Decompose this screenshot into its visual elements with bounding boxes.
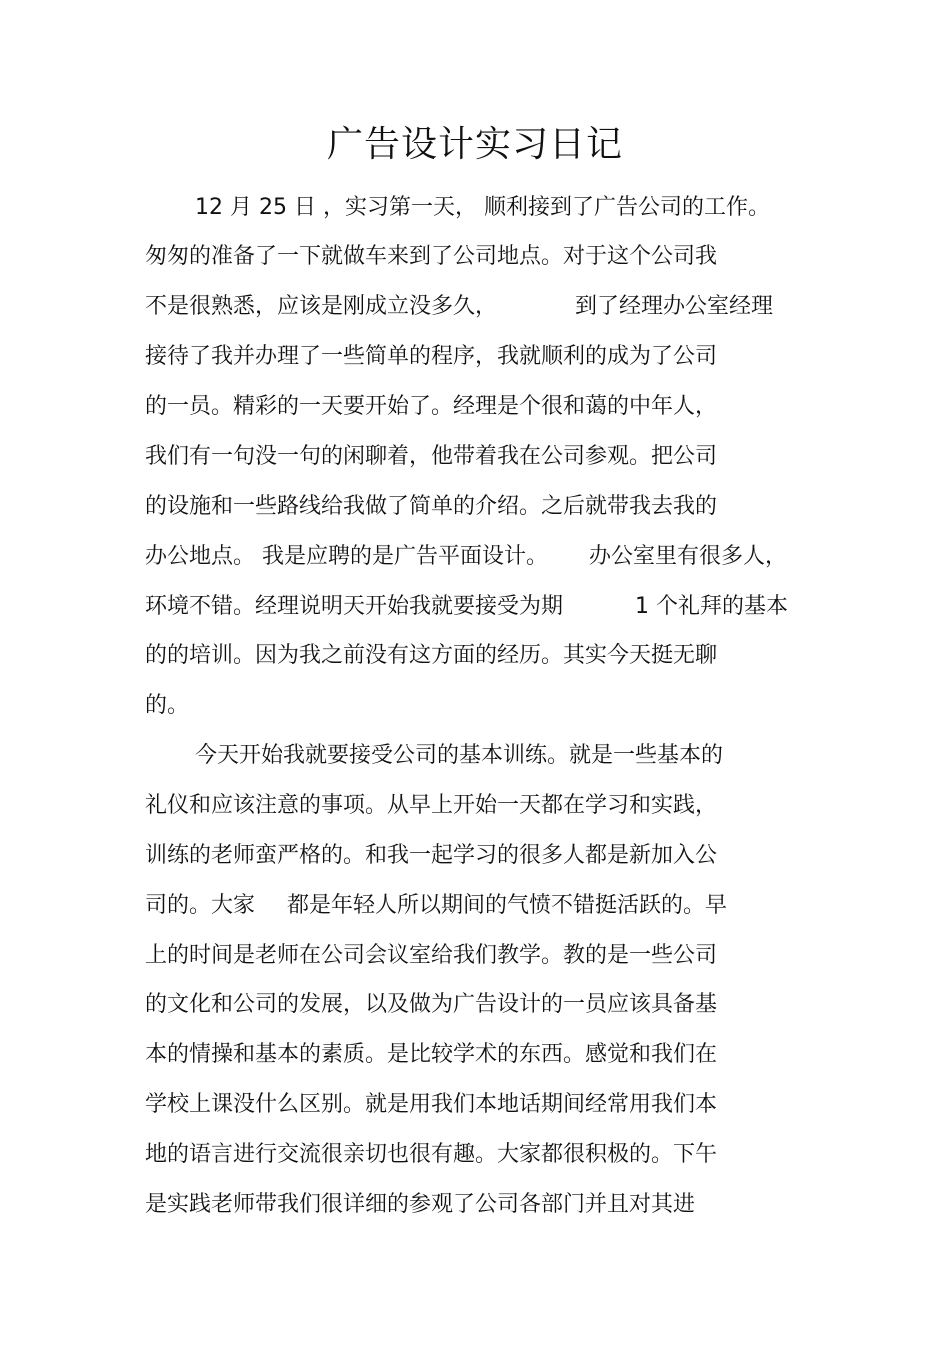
- line-text: 的。: [145, 693, 190, 718]
- line-text: 到了经理办公室经理: [575, 294, 774, 319]
- line-text: 环境不错。经理说明天开始我就要接受为期: [145, 594, 564, 619]
- line-text: 地的语言进行交流很亲切也很有趣。大家都很积极的。下午: [145, 1142, 718, 1167]
- line-text: 礼仪和应该注意的事项。从早上开始一天都在学习和实践，: [145, 793, 718, 818]
- line-text: 的设施和一些路线给我做了简单的介绍。之后就带我去我的: [145, 494, 718, 519]
- line-text: 12 月 25 日 ，实习第一天， 顺利接到了广告公司的工作。: [195, 195, 770, 220]
- line-text: 今天开始我就要接受公司的基本训练。就是一些基本的: [195, 743, 724, 768]
- line-text: 的的培训。因为我之前没有这方面的经历。其实今天挺无聊: [145, 643, 718, 668]
- line-text: 接待了我并办理了一些简单的程序，我就顺利的成为了公司: [145, 344, 718, 369]
- document-title: 广告设计实习日记: [326, 124, 623, 165]
- line-text: 训练的老师蛮严格的。和我一起学习的很多人都是新加入公: [145, 843, 718, 868]
- line-text: 办公室里有很多人，: [589, 544, 788, 569]
- line-text: 上的时间是老师在公司会议室给我们教学。教的是一些公司: [145, 943, 718, 968]
- line-text: 本的情操和基本的素质。是比较学术的东西。感觉和我们在: [145, 1042, 718, 1067]
- line-text: 是实践老师带我们很详细的参观了公司各部门并且对其进: [145, 1192, 696, 1217]
- line-text: 学校上课没什么区别。就是用我们本地话期间经常用我们本: [145, 1092, 718, 1117]
- line-text: 匆匆的准备了一下就做车来到了公司地点。对于这个公司我: [145, 244, 718, 269]
- line-text: 1 个礼拜的基本: [635, 594, 788, 619]
- line-text: 司的。大家: [145, 893, 256, 918]
- line-text: 都是年轻人所以期间的气愤不错挺活跃的。早: [287, 893, 728, 918]
- line-text: 的一员。精彩的一天要开始了。经理是个很和蔼的中年人，: [145, 394, 718, 419]
- line-text: 的文化和公司的发展，以及做为广告设计的一员应该具备基: [145, 992, 718, 1017]
- line-text: 不是很熟悉，应该是刚成立没多久，: [145, 294, 498, 319]
- line-text: 我们有一句没一句的闲聊着，他带着我在公司参观。把公司: [145, 444, 718, 469]
- line-text: 办公地点。 我是应聘的是广告平面设计。: [145, 544, 548, 569]
